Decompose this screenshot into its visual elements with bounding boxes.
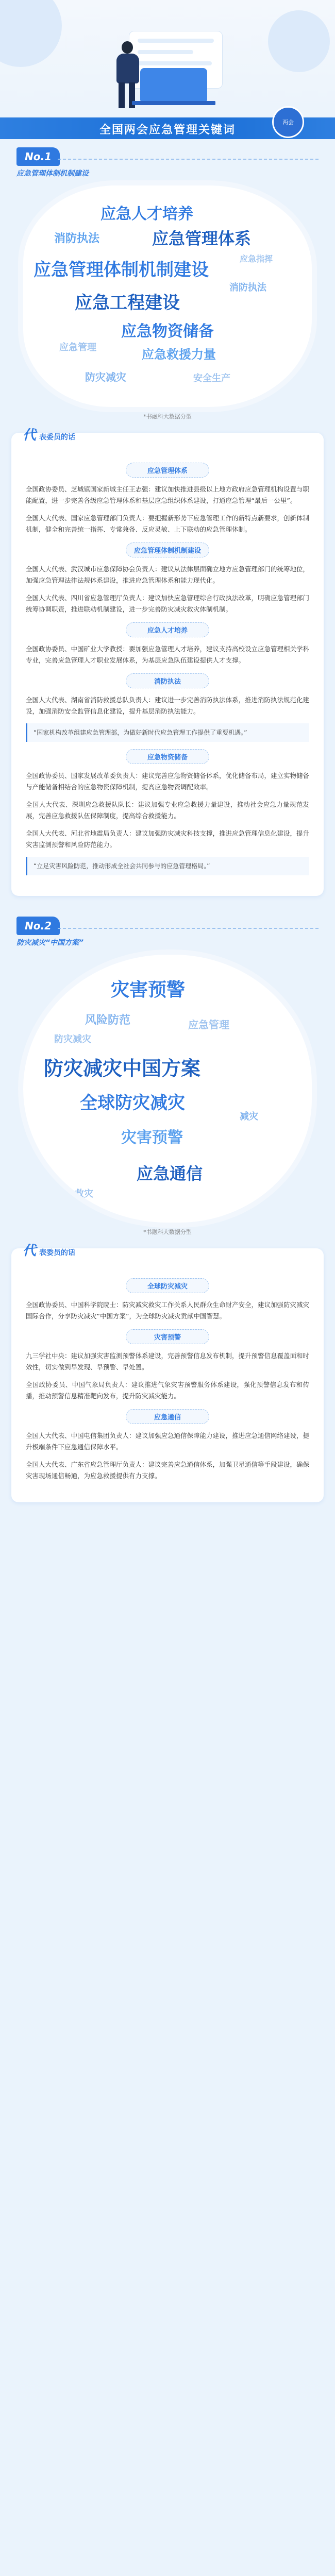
- hero-banner: [0, 0, 335, 139]
- cloud-word: 应急救援力量: [142, 347, 216, 362]
- cloud-word: 应急物资储备: [121, 323, 214, 341]
- statement-paragraph: 全国人大代表、河北省地震局负责人：建议加强防灾减灾科技支撑，推进应急管理信息化建设，提升灾害监测预警和风险防范能力。: [26, 829, 310, 849]
- cloud-caption: *书融科大数据分型: [143, 413, 192, 420]
- cloud-word: 安全生产: [193, 373, 230, 384]
- statement-paragraph: 全国政协委员、芝城镇国家新城主任王志强：建议加快推进县级以上地方政府应急管理机构设置与职能配置，进一步完善各级应急管理体系和基层应急组织体系建设，打通应急管理“最后一公里”。: [26, 485, 310, 504]
- cloud-word: 消防执法: [54, 232, 100, 245]
- statement-paragraph: 全国政协委员、中国气象局负责人：建议推进气象灾害预警服务体系建设，强化预警信息发布和传播，推动预警信息精准靶向发布，提升防灾减灾能力。: [26, 1381, 309, 1400]
- topic-tag: 应急管理体制机制建设: [126, 543, 209, 557]
- title-badge: 两会: [272, 106, 304, 138]
- topic-tag: 应急人才培养: [126, 622, 209, 637]
- statement-paragraph: 全国政协委员、中国科学院院士：防灾减灾救灾工作关系人民群众生命财产安全，建议加强防灾减灾国际合作，分享防灾减灾“中国方案”，为全球防灾减灾贡献中国智慧。: [26, 1301, 310, 1320]
- cloud-word: 减灾: [240, 1111, 258, 1122]
- representatives-card-1: [11, 428, 324, 896]
- decor-circle: [268, 10, 330, 72]
- word-cloud-2: [23, 955, 312, 1223]
- quote-box: “立足灾害风险防范，推动形成全社会共同参与的应急管理格局。”: [26, 857, 309, 875]
- cloud-word: 应急管理: [59, 342, 96, 353]
- cloud-word: 防灾减灾中国方案: [44, 1057, 201, 1080]
- topic-tag: 应急管理体系: [126, 463, 209, 478]
- cloud-word: 应急通信: [137, 1164, 203, 1183]
- statement-paragraph: 全国人大代表、中国电信集团负责人：建议加强应急通信保障能力建设，推进应急通信网络建设，提升极端条件下应急通信保障水平。: [26, 1432, 310, 1451]
- cloud-word: 防灾减灾: [54, 1034, 91, 1045]
- card-title: [23, 1240, 75, 1259]
- section-2-header: [16, 917, 319, 951]
- section-1-header: [16, 147, 319, 181]
- title-banner: [0, 117, 335, 139]
- cloud-caption: *书融科大数据分型: [143, 1229, 192, 1235]
- section-number: No.2: [16, 917, 60, 935]
- divider: [58, 159, 319, 160]
- divider: [58, 928, 319, 929]
- statement-paragraph: 全国人大代表、国家应急管理部门负责人：要把握新形势下应急管理工作的新特点新要求，创新体制机制，健全和完善统一指挥、专常兼备、反应灵敏、上下联动的应急管理体制。: [26, 514, 310, 533]
- topic-tag: 消防执法: [126, 673, 209, 688]
- cloud-word: 防灾减灾: [85, 371, 126, 383]
- cloud-word: 应急人才培养: [100, 205, 193, 223]
- cloud-word: 应急管理: [188, 1019, 229, 1031]
- statement-paragraph: 全国政协委员、中国矿业大学教授：要加强应急管理人才培养，建议支持高校设立应急管理相关学科专业，完善应急管理人才职业发展体系，为基层应急队伍建设提供人才支撑。: [26, 645, 310, 664]
- statement-paragraph: 全国人大代表、深圳应急救援队队长：建议加强专业应急救援力量建设，推动社会应急力量规范发展，完善应急救援队伍保障制度，提高综合救援能力。: [26, 801, 309, 820]
- topic-tag: 应急通信: [126, 1409, 209, 1424]
- card-title-small: 表委员的话: [39, 433, 76, 442]
- section-subtitle: 应急管理体制机制建设: [16, 170, 89, 178]
- cloud-word: 消防执法: [229, 282, 266, 293]
- card-title-small: 表委员的话: [39, 1249, 76, 1257]
- card-title: [23, 425, 75, 444]
- statement-paragraph: 全国人大代表、四川省应急管理厅负责人：建议加快应急管理综合行政执法改革，明确应急管理部门统筹协调职责，推进联动机制建设，进一步完善防灾减灾救灾体制机制。: [26, 594, 310, 613]
- page-title: 全国两会应急管理关键词: [99, 123, 236, 137]
- quote-box: “国家机构改革组建应急管理部，为做好新时代应急管理工作提供了重要机遇。”: [26, 723, 309, 742]
- card-title-big: 代: [23, 428, 37, 443]
- card-title-big: 代: [23, 1243, 37, 1259]
- person-with-laptop-illustration: [113, 41, 216, 118]
- statement-paragraph: 全国人大代表、湖南省消防救援总队负责人：建议进一步完善消防执法体系，推进消防执法规范化建设，加强消防安全监管信息化建设，提升基层消防执法能力。: [26, 696, 310, 715]
- statement-paragraph: 全国人大代表、武汉城市应急保障协会负责人：建议从法律层面确立地方应急管理部门的统筹地位，加强应急管理法律法规体系建设，推进应急管理体系和能力现代化。: [26, 565, 310, 584]
- statement-paragraph: 九三学社中央：建议加强灾害监测预警体系建设，完善预警信息发布机制，提升预警信息覆盖面和时效性，切实做到早发现、早预警、早处置。: [26, 1352, 310, 1371]
- topic-tag: 灾害预警: [126, 1329, 209, 1344]
- section-number: No.1: [16, 147, 60, 166]
- cloud-word: 灾害预警: [111, 979, 186, 1001]
- cloud-word: 应急指挥: [240, 254, 273, 264]
- representatives-card-2: [11, 1243, 324, 1502]
- cloud-word: 应急工程建设: [75, 293, 180, 313]
- statement-paragraph: 全国政协委员、国家发展改革委负责人：建议完善应急物资储备体系，优化储备布局，建立实物储备与产能储备相结合的应急物资保障机制，提高应急物资调配效率。: [26, 772, 310, 791]
- cloud-word: 风险防范: [85, 1014, 131, 1027]
- cloud-word: 应急管理体系: [152, 229, 252, 248]
- decor-circle: [0, 0, 62, 67]
- statement-paragraph: 全国人大代表、广东省应急管理厅负责人：建议完善应急通信体系，加强卫星通信等手段建设，确保灾害现场通信畅通，为应急救援提供有力支撑。: [26, 1461, 310, 1480]
- section-subtitle: 防灾减灾“中国方案”: [16, 939, 84, 947]
- cloud-word: 灾害预警: [121, 1129, 183, 1147]
- cloud-word: 应急管理体制机制建设: [34, 260, 209, 280]
- cloud-word: 全球防灾减灾: [80, 1093, 185, 1113]
- topic-tag: 全球防灾减灾: [126, 1278, 209, 1293]
- cloud-word: 救灾: [75, 1189, 93, 1199]
- word-cloud-1: [23, 185, 312, 407]
- topic-tag: 应急物资储备: [126, 749, 209, 764]
